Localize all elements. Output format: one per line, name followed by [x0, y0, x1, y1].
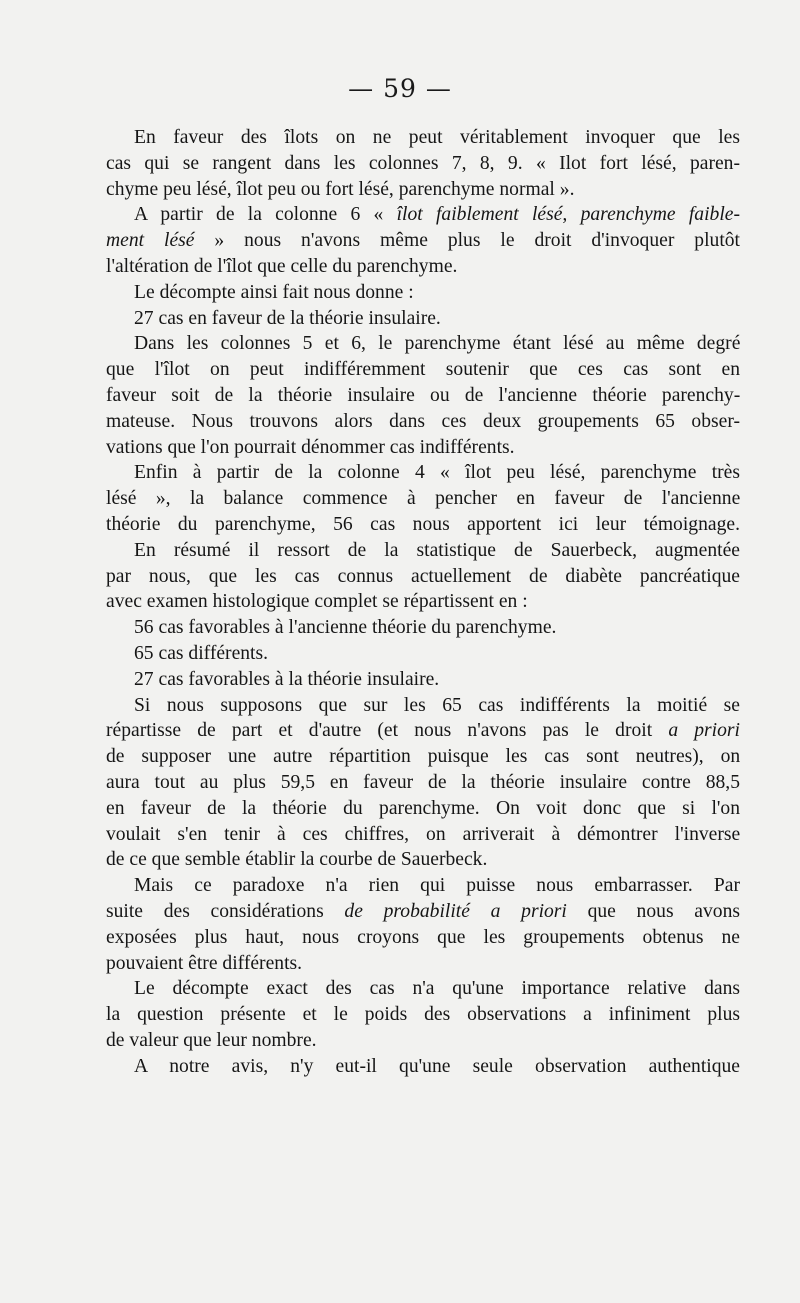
text-line — [106, 512, 740, 538]
text-run: Le décompte ainsi fait nous donne : — [134, 281, 414, 303]
text-run: suite des considérations — [106, 900, 345, 922]
text-run: que nous avons — [566, 900, 740, 922]
text-line — [106, 796, 740, 822]
text-run: A partir de la colonne 6 « — [134, 204, 397, 226]
italic-text: ment lésé — [106, 230, 195, 252]
text-line — [106, 151, 740, 177]
text-line — [106, 564, 740, 590]
text-run: voulait s'en tenir à ces chiffres, on arriverait à démontrer l'inverse — [106, 823, 741, 845]
text-run: répartisse de part et d'autre (et nous n'avons pas le droit — [106, 720, 669, 742]
text-run: l'altération de l'îlot que celle du parenchyme. — [106, 255, 458, 277]
text-run: de supposer une autre répartition puisque les cas sont neutres), on — [106, 746, 741, 768]
text-run: vations que l'on pourrait dénommer cas indifférents. — [106, 436, 515, 458]
text-run: 27 cas favorables à la théorie insulaire. — [134, 668, 440, 690]
text-line — [106, 899, 740, 925]
text-line — [106, 744, 740, 770]
text-line — [106, 254, 740, 280]
text-line — [106, 770, 740, 796]
text-line — [106, 125, 740, 151]
text-line — [106, 847, 740, 873]
text-run: théorie du parenchyme, 56 cas nous apportent ici leur témoignage. — [106, 513, 740, 535]
text-line — [106, 460, 740, 486]
text-run: lésé », la balance commence à pencher en faveur de l'ancienne — [106, 488, 741, 510]
text-run: 27 cas en faveur de la théorie insulaire. — [134, 307, 441, 329]
text-run: la question présente et le poids des observations a infiniment plus — [106, 1004, 740, 1026]
text-line — [106, 306, 740, 332]
text-run: mateuse. Nous trouvons alors dans ces deux groupements 65 obser- — [106, 410, 740, 432]
text-line — [106, 951, 740, 977]
text-line — [106, 383, 740, 409]
text-run: en faveur de la théorie du parenchyme. On voit donc que si l'on — [106, 797, 741, 819]
text-line — [106, 976, 740, 1002]
text-run: En faveur des îlots on ne peut véritablement invoquer que les — [134, 127, 740, 148]
text-line — [106, 177, 740, 203]
text-run: de valeur que leur nombre. — [106, 1029, 317, 1051]
text-line — [106, 280, 740, 306]
text-run: faveur soit de la théorie insulaire ou de l'ancienne théorie parenchy- — [106, 384, 741, 406]
text-line — [106, 538, 740, 564]
text-run: aura tout au plus 59,5 en faveur de la théorie insulaire contre 88,5 — [106, 771, 740, 793]
text-run: Si nous supposons que sur les 65 cas indifférents la moitié se — [134, 694, 740, 716]
text-line — [106, 331, 740, 357]
italic-text: îlot faiblement lésé, parenchyme faible- — [396, 204, 741, 226]
text-run: pouvaient être différents. — [106, 952, 303, 974]
text-line — [106, 667, 740, 693]
text-line — [106, 718, 740, 744]
text-line — [106, 1028, 740, 1054]
text-line — [106, 202, 740, 228]
text-line — [106, 409, 740, 435]
text-run: avec examen histologique complet se répartissent en : — [106, 591, 528, 613]
text-line — [106, 435, 740, 461]
text-run: Enfin à partir de la colonne 4 « îlot peu lésé, parenchyme très — [134, 462, 740, 484]
text-run: En résumé il ressort de la statistique de Sauerbeck, augmentée — [134, 539, 740, 561]
italic-text: a priori — [668, 720, 740, 742]
text-run: cas qui se rangent dans les colonnes 7, 8, 9. « Ilot fort lésé, paren- — [106, 152, 740, 174]
text-line — [106, 1002, 740, 1028]
text-line — [106, 925, 740, 951]
text-line — [106, 357, 740, 383]
text-line — [106, 822, 740, 848]
text-run: Dans les colonnes 5 et 6, le parenchyme étant lésé au même degré — [134, 333, 741, 355]
text-run: Mais ce paradoxe n'a rien qui puisse nous embarrasser. Par — [134, 875, 740, 897]
text-run: chyme peu lésé, îlot peu ou fort lésé, parenchyme normal ». — [106, 178, 575, 200]
text-line — [106, 693, 740, 719]
body-text — [106, 125, 740, 1079]
text-line — [106, 615, 740, 641]
text-run: de ce que semble établir la courbe de Sauerbeck. — [106, 849, 488, 871]
text-run: que l'îlot on peut indifféremment soutenir que ces cas sont en — [106, 359, 740, 381]
text-line — [106, 486, 740, 512]
italic-text: de probabilité a priori — [344, 900, 567, 922]
text-line — [106, 873, 740, 899]
text-run: Le décompte exact des cas n'a qu'une importance relative dans — [134, 978, 740, 1000]
text-run: par nous, que les cas connus actuellement de diabète pancréatique — [106, 565, 740, 587]
text-run: A notre avis, n'y eut-il qu'une seule observation authentique — [134, 1055, 740, 1077]
text-line — [106, 228, 740, 254]
page-number: — 59 — — [348, 74, 452, 103]
text-run: » nous n'avons même plus le droit d'invoquer plutôt — [194, 230, 741, 252]
text-line — [106, 641, 740, 667]
text-line — [106, 589, 740, 615]
text-run: 65 cas différents. — [134, 642, 269, 664]
text-run: exposées plus haut, nous croyons que les groupements obtenus ne — [106, 926, 740, 948]
text-run: 56 cas favorables à l'ancienne théorie du parenchyme. — [134, 617, 557, 639]
text-line — [106, 1054, 740, 1080]
